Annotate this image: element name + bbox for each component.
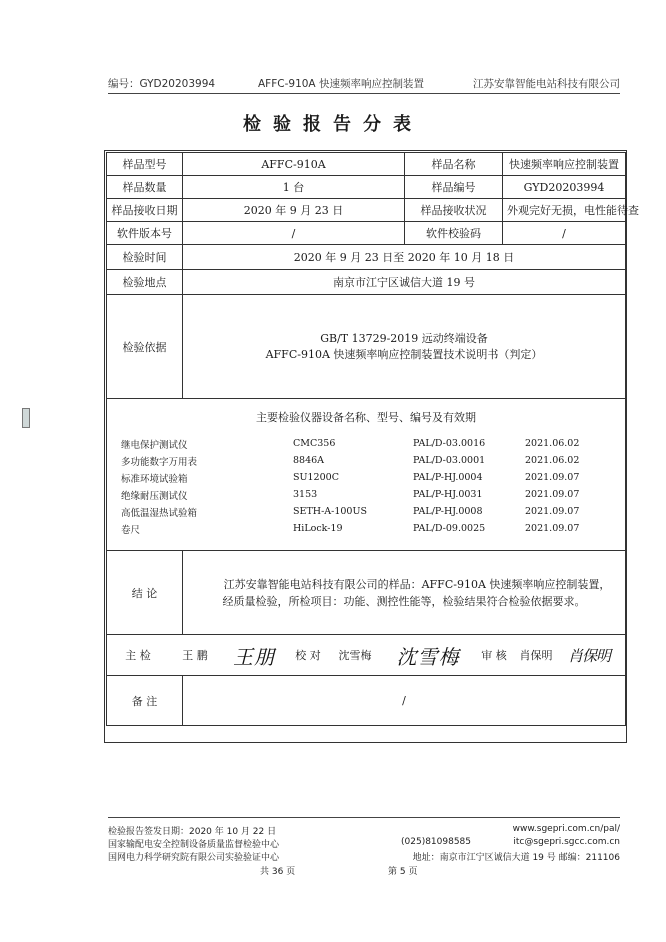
footer-org2: 国网电力科学研究院有限公司实验验证中心	[108, 853, 280, 863]
equipment-id: PAL/P-HJ.0008	[413, 506, 483, 517]
footer-page-number: 第 5 页	[388, 867, 418, 877]
equipment-id: PAL/D-09.0025	[413, 523, 486, 534]
equipment-row	[121, 503, 589, 520]
signature-row	[107, 635, 626, 676]
equipment-name: 标准环境试验箱	[121, 473, 188, 485]
table-row	[107, 245, 626, 270]
equipment-name: 绝缘耐压测试仪	[121, 490, 188, 502]
recv-date-label: 样品接收日期	[107, 199, 183, 222]
equipment-model: 8846A	[293, 455, 325, 466]
page-title: 检验报告分表	[243, 114, 423, 135]
equipment-id: PAL/P-HJ.0004	[413, 472, 483, 483]
place-value: 南京市江宁区诚信大道 19 号	[183, 270, 626, 295]
sw-ver-label: 软件版本号	[107, 222, 183, 245]
header-doc-title: AFFC-910A 快速频率响应控制装置	[258, 78, 424, 90]
equipment-id: PAL/P-HJ.0031	[413, 489, 483, 500]
reviewer-signature: 肖保明	[567, 646, 610, 665]
footer-phone: (025)81098585	[401, 837, 472, 847]
model-label: 样品型号	[107, 153, 183, 176]
equipment-row	[121, 469, 589, 486]
sw-ver-value: /	[183, 222, 405, 245]
binding-marker	[22, 408, 30, 428]
reviewer-label: 审 核	[481, 649, 507, 662]
inspector-signature: 王朋	[233, 644, 275, 669]
footer-divider	[108, 817, 620, 818]
table-row	[107, 222, 626, 245]
checker-signature: 沈雪梅	[396, 644, 460, 669]
reviewer-name: 肖保明	[519, 649, 553, 662]
basis-label: 检验依据	[107, 295, 183, 399]
name-label: 样品名称	[405, 153, 503, 176]
table-row	[107, 270, 626, 295]
sample-no-label: 样品编号	[405, 176, 503, 199]
basis-line: GB/T 13729-2019 远动终端设备	[320, 331, 488, 345]
qty-value: 1 台	[183, 176, 405, 199]
equipment-id: PAL/D-03.0001	[413, 455, 486, 466]
page-header	[108, 76, 620, 92]
conclusion-label: 结 论	[107, 551, 183, 635]
equipment-row	[121, 486, 589, 503]
recv-status-label: 样品接收状况	[405, 199, 503, 222]
table-row	[107, 635, 626, 676]
sw-check-label: 软件校验码	[405, 222, 503, 245]
name-value: 快速频率响应控制装置	[503, 153, 626, 176]
equipment-section	[107, 399, 626, 551]
table-row	[107, 399, 626, 551]
equipment-valid: 2021.09.07	[525, 523, 580, 534]
footer-org1: 国家输配电安全控制设备质量监督检验中心	[108, 840, 280, 850]
remarks-value: /	[183, 676, 626, 726]
qty-label: 样品数量	[107, 176, 183, 199]
footer-website: www.sgepri.com.cn/pal/	[512, 824, 620, 834]
table-row	[107, 551, 626, 635]
equipment-name: 继电保护测试仪	[121, 439, 188, 451]
checker-label: 校 对	[295, 649, 321, 662]
header-report-no: 编号：GYD20203994	[108, 78, 216, 90]
checker-name: 沈雪梅	[338, 649, 372, 662]
equipment-list	[121, 435, 589, 537]
equipment-model: CMC356	[293, 438, 336, 449]
header-divider	[108, 93, 620, 94]
table-row	[107, 676, 626, 726]
header-company: 江苏安靠智能电站科技有限公司	[473, 78, 620, 90]
equipment-name: 卷尺	[121, 524, 141, 536]
model-value: AFFC-910A	[183, 153, 405, 176]
equipment-valid: 2021.06.02	[525, 455, 580, 466]
inspector-name: 王 鹏	[182, 649, 208, 662]
table-row	[107, 153, 626, 176]
equipment-name: 多功能数字万用表	[121, 456, 198, 468]
equipment-row	[121, 435, 589, 452]
place-label: 检验地点	[107, 270, 183, 295]
equipment-valid: 2021.09.07	[525, 472, 580, 483]
sample-no-value: GYD20203994	[503, 176, 626, 199]
equipment-model: HiLock-19	[293, 523, 343, 534]
table-row	[107, 295, 626, 399]
footer-total-pages: 共 36 页	[260, 867, 296, 877]
equipment-row	[121, 452, 589, 469]
basis-value	[183, 295, 626, 399]
equipment-row	[121, 520, 589, 537]
equipment-name: 高低温湿热试验箱	[121, 507, 198, 519]
inspector-label: 主 检	[125, 649, 151, 662]
equipment-model: 3153	[293, 489, 318, 500]
time-value: 2020 年 9 月 23 日至 2020 年 10 月 18 日	[183, 245, 626, 270]
footer-address: 地址：南京市江宁区诚信大道 19 号 邮编：211106	[412, 853, 620, 863]
recv-date-value: 2020 年 9 月 23 日	[183, 199, 405, 222]
basis-line: AFFC-910A 快速频率响应控制装置技术说明书（判定）	[265, 347, 543, 361]
conclusion-text: 江苏安靠智能电站科技有限公司的样品：AFFC-910A 快速频率响应控制装置，经质量检验，所检项目：功能、测控性能等，检验结果符合检验依据要求。	[183, 551, 626, 635]
equipment-model: SU1200C	[293, 472, 339, 483]
equipment-id: PAL/D-03.0016	[413, 438, 486, 449]
equipment-valid: 2021.09.07	[525, 506, 580, 517]
equipment-valid: 2021.09.07	[525, 489, 580, 500]
report-table	[106, 152, 639, 726]
footer-email: itc@sgepri.sgcc.com.cn	[513, 837, 620, 847]
equipment-valid: 2021.06.02	[525, 438, 580, 449]
table-row	[107, 176, 626, 199]
time-label: 检验时间	[107, 245, 183, 270]
sw-check-value: /	[503, 222, 626, 245]
footer-issue-date: 检验报告签发日期：2020 年 10 月 22 日	[108, 827, 277, 837]
table-row	[107, 199, 626, 222]
recv-status-value: 外观完好无损，电性能待查	[503, 199, 626, 222]
remarks-label: 备 注	[107, 676, 183, 726]
equipment-title: 主要检验仪器设备名称、型号、编号及有效期	[256, 411, 476, 424]
equipment-model: SETH-A-100US	[293, 506, 367, 517]
